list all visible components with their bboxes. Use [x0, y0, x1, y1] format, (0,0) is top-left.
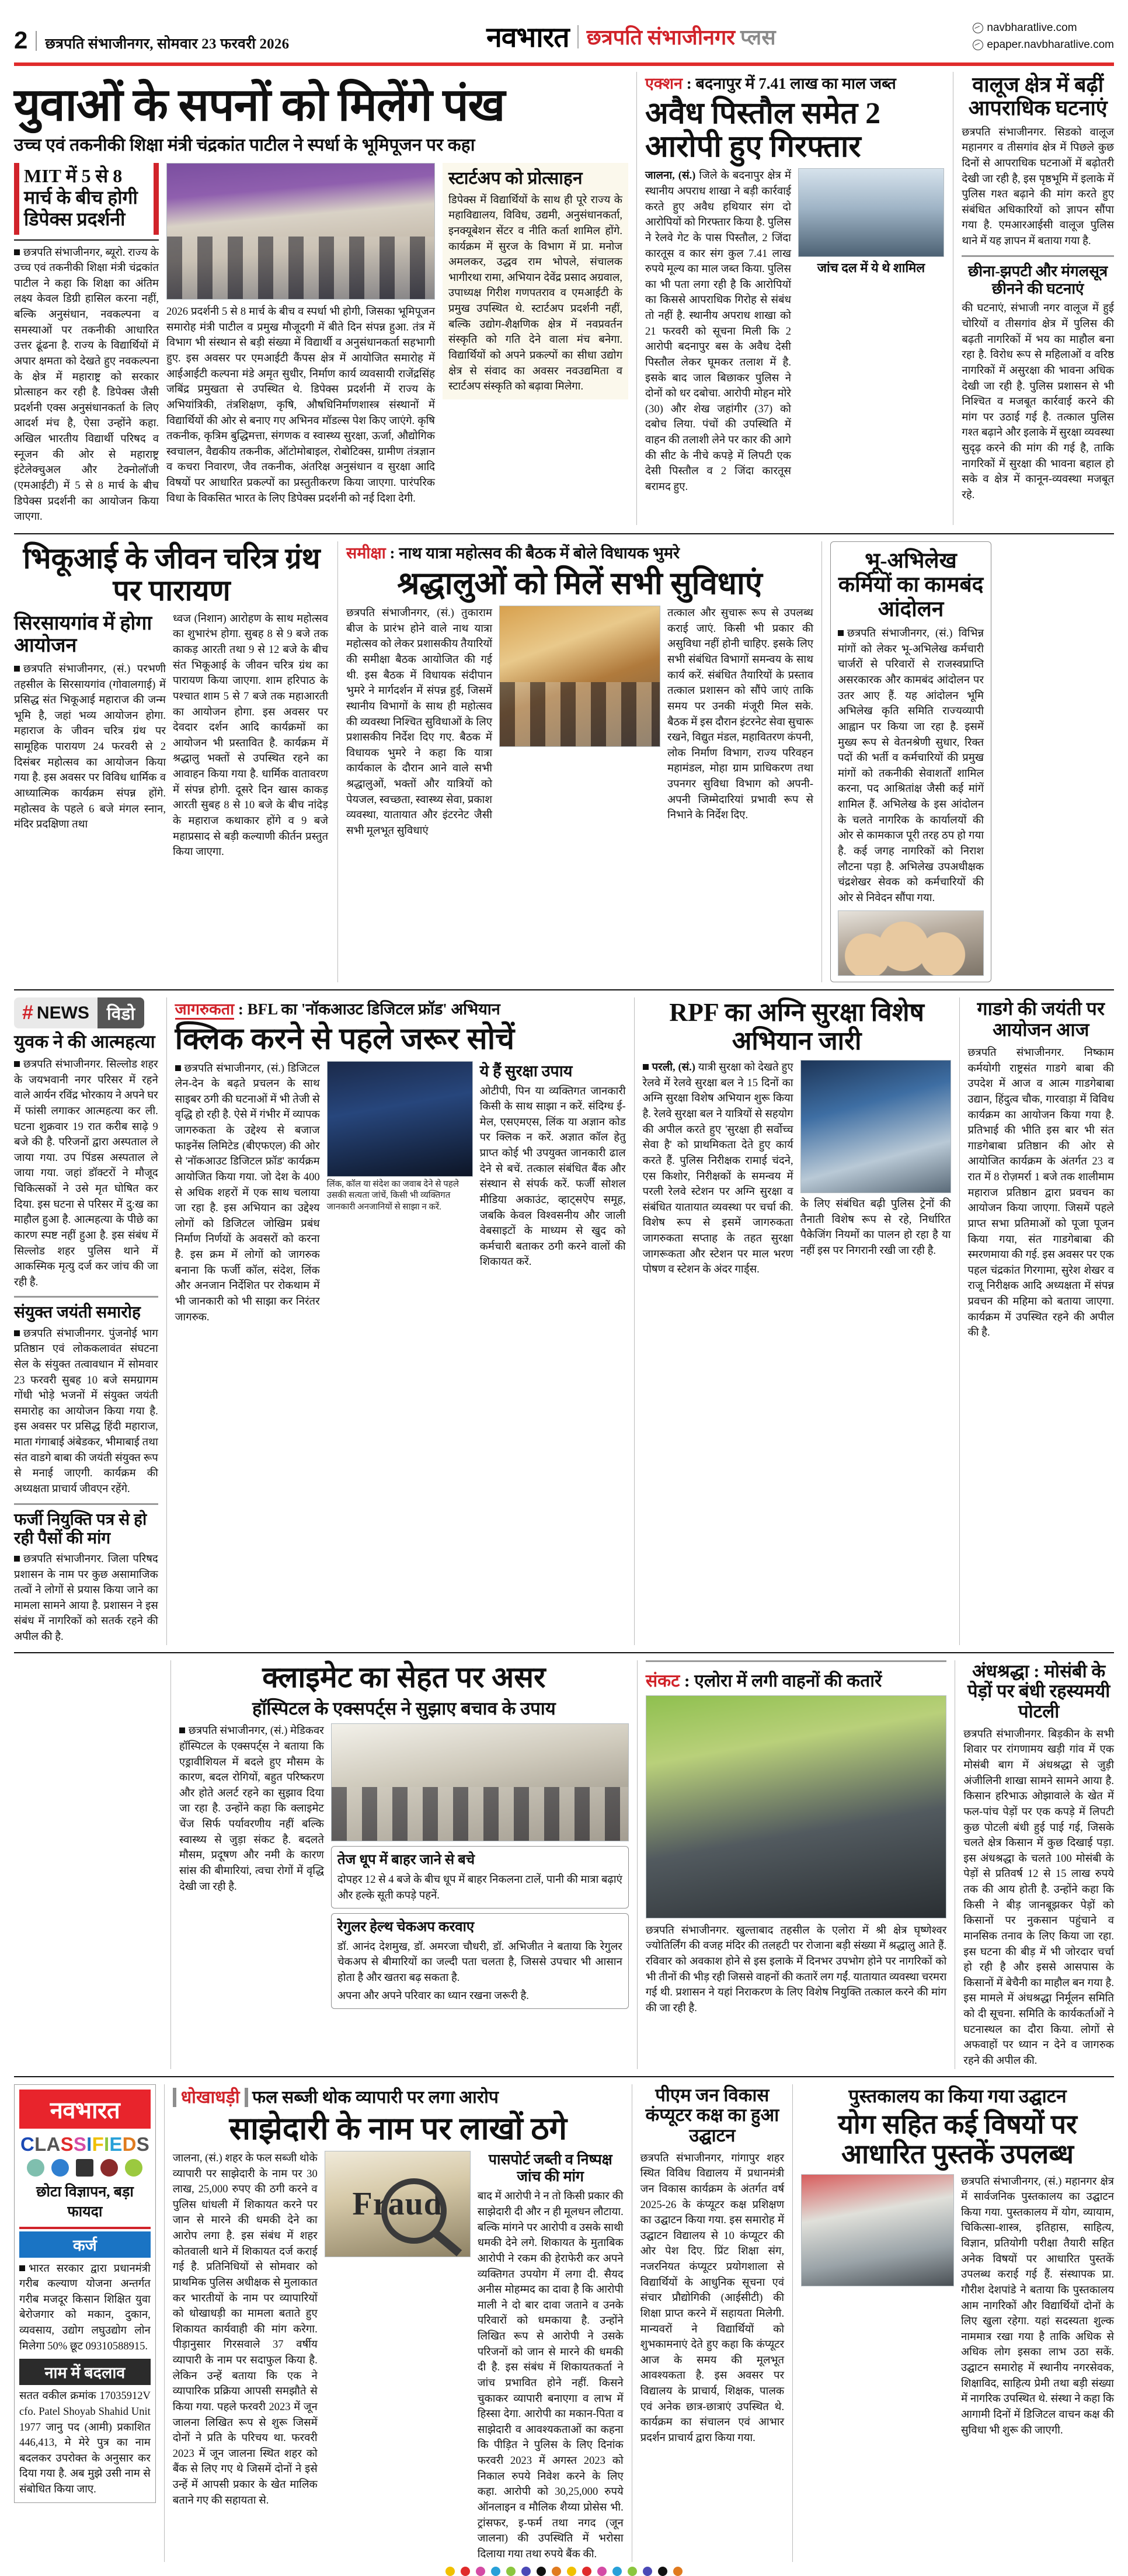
globe-icon: [973, 40, 983, 50]
nath-body-right: तत्काल और सुचारू रूप से उपलब्ध कराई जाएं. किसी भी प्रकार की असुविधा नहीं होनी चाहिए. इसके लिए सभी संबंधित विभागों समन्वय के साथ कार्य करें. संबंधित तैयारियों के प्रस्ताव तत्काल प्रशासन को सौंपे जाएं ताकि समय पर उनकी मंजूरी मिल सके. बैठक में इस दौरान इंटरनेट सेवा सुचारू रखने, विद्युत मंडल, महावितरण कंपनी, लोक निर्माण विभाग, राज्य परिवहन महामंडल, मोहा ग्राम प्राधिकरण तथा उपनगर सुविधा विभाग को अपनी-अपनी जिम्मेदारियां प्रभावी रूप से निभाने के निर्देश दिए.: [667, 607, 813, 822]
masthead: [11, 0, 1117, 59]
bullet-square-icon: [14, 1061, 20, 1067]
bhikuai-right: [173, 611, 328, 860]
lead-headline: युवाओं के सपनों को मिलेंगे पंख: [14, 79, 505, 130]
fraud-kicker: धोखाधड़ी फल सब्जी थोक व्यापारी पर लगा आरोप: [173, 2084, 624, 2108]
classifieds-tagline: छोटा विज्ञापन, बड़ा फायदा: [36, 2184, 134, 2220]
column-rule: [166, 997, 167, 1645]
masthead-center: [486, 18, 775, 55]
rpf-headline: RPF का अग्नि सुरक्षा विशेष अभियान जारी: [669, 998, 924, 1055]
column-rule: [636, 72, 637, 525]
startup-body: डिपेक्स में विद्यार्थियों के साथ ही पूरे राज्य के महाविद्यालय, विविध, उद्यमी, अनुसंधानकर्ता, इनक्यूबेशन सेंटर व नीति कर्ता शामिल होंगे. कार्यक्रम में सुरज के विभाग में प्रा. मनोज अमलकर, उद्धव राम भोपले, संचालक भागीरथा रामा, अभियान देवेंद्र प्रसाद अग्रवाल, उपाध्यक्ष गिरीश गणपतराव व एमआईटी के प्रमुख उपस्थित थे. स्टार्टअप प्रदर्शनी नहीं, बल्कि उद्योग-शैक्षणिक क्षेत्र में नवप्रवर्तन संस्कृति को गति देने वाला मंच बनेगा. विद्यार्थियों को अपने प्रकल्पों का सीधा उद्योग क्षेत्र से संवाद का अवसर नवउद्यमिता व स्टार्टअप संस्कृति को बढ़ावा मिलेगा.: [448, 194, 622, 393]
bfl-sub: ये हैं सुरक्षा उपाय: [479, 1062, 573, 1080]
website-link[interactable]: navbharatlive.com: [973, 20, 1114, 37]
library-body-col: [961, 2174, 1114, 2439]
classifieds-block[interactable]: [14, 2084, 156, 2503]
bfl-kicker: जागरुकता : BFL का 'नॉकआउट डिजिटल फ्रॉड' अभियान: [175, 997, 626, 1019]
fraud-body-left: जालना, (सं.) शहर के फल सब्जी थोके व्यापारी पर साझेदारी के नाम पर 30 लाख, 25,000 रुपए की ठगी करने व पुलिस धांधली में शिकायत करने पर जान से मारने की धमकी देने का आरोप लगा है. इस संबंध में शहर कोतवाली थाने में शिकायत दर्ज कराई गई है. प्रतिनिधियों से सोमवार को प्राथमिक पुलिस अधीक्षक से मुलाकात कर भारतीयों के नाम पर व्यापारियों को धोखाधड़ी का मामला बताते हुए शिकायत कार्यवाही की मांग करेगा. पीड़ानुसार गिरसवाले 37 वर्षीय व्यापारी के नाम पर सदाफुल किया है. लेकिन उन्हें बताया कि एक ने व्यापारिक प्रक्रिया आपसी समझौते से किया गया. पहले फरवरी 2023 में जून जालना लिखित रूप से शुरू जिसमें दोनों ने प्रति के परिचय था. फरवरी 2023 में जून जालना स्थित शहर को बैंक से लिए गए थे जिसमें दोनों ने इसे उन्हें में आपसी प्रकार के खेत मालिक बताने गए की सहायता से.: [172, 2152, 318, 2507]
bullet-square-icon: [19, 2265, 25, 2271]
startup-title: स्टार्टअप को प्रोत्साहन: [448, 169, 583, 189]
bfl-headline: क्लिक करने से पहले जरूर सोचें: [175, 1023, 515, 1056]
bullet-square-icon: [179, 1727, 185, 1733]
bhikuai-body: छत्रपति संभाजीनगर, (सं.) परभणी तहसील के सिरसायगांव (गोवालगाई) में प्रसिद्ध संत भिकूआई महाराज की जन्म भूमि है, जहां भव्य आयोजन होगा. महाराज के जीवन चरित्र ग्रंथ पर सामूहिक पारायण 24 फरवरी से 2 दिसंबर महोत्सव का आयोजन किया गया है. इस अवसर पर विविध धार्मिक व आध्यात्मिक कार्यक्रम संपन्न होंगे. महोत्सव के पहले 6 बजे मंगल स्नान, मंदिर प्रदक्षिणा तथा: [14, 663, 166, 831]
action-photo: [798, 168, 944, 257]
climate-tip-1-body: दोपहर 12 से 4 बजे के बीच धूप में बाहर निकलना टालें, पानी की मात्रा बढ़ाएं और हल्के सूती कपड़े पहनें.: [337, 1873, 622, 1901]
action-body-col: [645, 168, 791, 495]
nath-body-left-col: [346, 606, 492, 839]
lead-photo-col: [166, 163, 435, 506]
bullet-square-icon: [14, 1556, 20, 1562]
wheel-icon: [100, 2159, 118, 2177]
fraud-right-col: [478, 2151, 624, 2563]
news-video-h2: संयुक्त जयंती समारोह: [14, 1303, 141, 1322]
pm-jan-headline: पीएम जन विकास कंप्यूटर कक्ष का हुआ उद्घाटन: [645, 2084, 779, 2146]
search-icon: [51, 2159, 69, 2177]
fraud-photo: [325, 2151, 471, 2257]
valuj-story: [962, 72, 1114, 503]
climate-tip-1: [331, 1846, 629, 1908]
rpf-body: परली, (सं.) यात्री सुरक्षा को देखते हुए रेलवे में रेलवे सुरक्षा बल ने 15 दिनों का अग्नि सुरक्षा विशेष अभियान शुरू किया है. रेलवे सुरक्षा बल ने यात्रियों से सहयोग की अपील करते हुए 'सुरक्षा ही सर्वोच्च सेवा है' को प्राथमिकता देते हुए कार्य करते हैं. पुलिस निरीक्षक रामाई चंदने, एस किशोर, निरीक्षकों के समन्वय में परली रेलवे स्टेशन पर अग्नि सुरक्षा व संबंधित यातायात व्यवस्था पर चर्चा की. विशेष रूप से इसमें जागरुकता जागरुकता सप्ताह के तहत सुरक्षा जागरूकता और स्टेशन पर माल भरण पोषण व स्टेशन के अंदर गार्ड्स.: [642, 1062, 793, 1276]
bhoo-body: छत्रपति संभाजीनगर, (सं.) विभिन्न मांगों को लेकर भू-अभिलेख कर्मचारी चार्जरों से परिवारों से राजस्वप्राप्ति असरकारक और कामबंद आंदोलन पर उतर आए हैं. यह आंदोलन भूमि अभिलेख कृति समिति राज्यव्यापी आह्वान पर किया जा रहा है. इसमें मुख्य रूप से वेतनश्रेणी सुधार, रिक्त पदों की भर्ती व कर्मचारियों की प्रमुख मांगों को तकनीकी सेवाशर्तों शामिल करना, पद आश्रितांक्ष जैसी कई मांगें शामिल हैं. अभिलेख के इस आंदोलन के चलते नागरिक के कार्यालयों की ओर से कामकाज पूरी तरह ठप हो गया है. कई जगह नागरिकों को निराश लौटना पड़ा है. अभिलेख उपअधीक्षक चंद्रशेखर सेवक को कर्मचारियों की ओर से निवेदन सौंपा गया.: [838, 628, 984, 904]
action-kicker: एक्शन : बदनापुर में 7.41 लाख का माल जब्त: [645, 75, 896, 92]
masthead-left: [14, 28, 289, 53]
valuj-headline: वालूज क्षेत्र में बढ़ीं आपराधिक घटनाएं: [968, 73, 1108, 120]
fraud-sub: पासपोर्ट जब्ती व निष्पक्ष जांच की मांग: [488, 2151, 612, 2185]
library-story: [801, 2084, 1114, 2439]
climate-sub: हॉस्पिटल के एक्सपर्ट्स ने सुझाए बचाव के उपाय: [252, 1698, 556, 1719]
bfl-right-col: [480, 1061, 626, 1271]
page-number: 2: [14, 26, 28, 54]
gadge-headline: गाडगे की जयंती पर आयोजन आज: [977, 998, 1105, 1041]
library-photo-col: [801, 2174, 954, 2286]
pm-jan-body: छत्रपति संभाजीनगर, गांगापुर शहर स्थित विविध विद्यालय में प्रधानमंत्री जन विकास कार्यक्रम के अंतर्गत वर्ष 2025-26 के कंप्यूटर कक्ष प्रशिक्षण का उद्घाटन किया गया. इस समारोह में उद्घाटन विद्यालय से 10 कंप्यूटर की ओर पेश दिए. प्रिंट शिक्षा संग, नजरनियत कंप्यूटर प्रयोगशाला से विद्यार्थियों के आधुनिक सूचना एवं संचार प्रौद्योगिकी (आईसीटी) की शिक्षा प्राप्त करने में सहायता मिलेगी. मान्यवरों ने विद्यार्थियों को शुभकामनाएं देते हुए कहा कि कंप्यूटर आज के समय की मूलभूत आवश्यकता है. इस अवसर पर विद्यालय के प्राचार्य, शिक्षक, पालक एवं अनेक छात्र-छात्राएं उपस्थित थे. कार्यक्रम का संचालन एवं आभार प्रदर्शन प्राचार्य द्वारा किया गया.: [640, 2152, 785, 2444]
bullet-square-icon: [838, 630, 844, 636]
classifieds-ad-1: भारत सरकार द्वारा प्रधानमंत्री गरीब कल्याण योजना अन्तर्गत गरीब मजदूर किसान शिक्षित युवा बेरोजगार को मकान, दुकान, व्यवसाय, उद्योग लघुउद्योग लोन मिलेगा 50% छूट 09310588915.: [19, 2262, 151, 2352]
valuj-body: छत्रपति संभाजीनगर. सिडको वालूज महानगर व तीसगांव क्षेत्र में पिछले कुछ दिनों से आपराधिक घटनाओं में बढ़ोतरी देखी जा रही है, इस पृष्ठभूमि में इलाके में पुलिस गश्त बढ़ाने की मांग करते हुए संबंधित अधिकारियों को ज्ञापन सौंपा गया है. एमआरआईसी वालूज पुलिस थाने में यह ज्ञापन में बताया गया है.: [962, 126, 1114, 247]
bhikuai-sub: सिरसायगांव में होगा आयोजन: [14, 612, 152, 656]
lead-startup-box: [443, 163, 628, 399]
bfl-photo: [327, 1061, 473, 1177]
climate-body: छत्रपति संभाजीनगर, (सं.) मेडिकवर हॉस्पिटल के एक्सपर्ट्स ने बताया कि एड्रावीशियल में बदले हुए मौसम के कारण, बदल रोगियों, बहुत परिष्करण और होते अलर्ट रहने का सुझाव दिया जा रहा है. उन्होंने कहा कि क्लाइमेट चेंज सिर्फ पर्यावरणीय नहीं बल्कि स्वास्थ्य से जुड़ा संकट है. बदलते मौसम, प्रदूषण और नमी के कारण सांस की बीमारियां, त्वचा रोगों में वृद्धि देखी जा रही है.: [179, 1725, 324, 1893]
bfl-body-left: छत्रपति संभाजीनगर, (सं.) डिजिटल लेन-देन के बढ़ते प्रचलन के साथ साइबर ठगी की घटनाओं में भी तेजी से वृद्धि हो रही है. ऐसे में गंभीर में व्यापक जागरुकता के उद्देश्य से बजाज फाइनेंस लिमिटेड (बीएफएल) की ओर से 'नॉकआउट डिजिटल फ्रॉड' कार्यक्रम आयोजित किया गया. जो देश के 400 से अधिक शहरों में एक साथ चलाया जा रहा है. इस अभियान का उद्देश्य लोगों को डिजिटल जोखिम प्रबंध निर्माण निर्णयों के अवसरों को करना है. इस क्रम में लोगों को जागरुक बनाना कि फर्जी कॉल, संदेश, लिंक और अनजान निर्देशित पर रोकथाम में भी जानकारी को भी साझा कर निरंतर जागरुक.: [175, 1062, 320, 1323]
news-video-headline: युवक ने की आत्महत्या: [14, 1031, 155, 1052]
climate-story: [179, 1660, 629, 2010]
andhshraddha-story: [963, 1660, 1114, 2069]
ellora-kicker: संकट : एलोरा में लगी वाहनों की कतारें: [645, 1671, 882, 1691]
edition-name: छत्रपति संभाजीनगर प्लस: [586, 26, 776, 49]
climate-tip-2-title: रेगुलर हेल्थ चेकअप करवाए: [337, 1920, 475, 1935]
climate-headline: क्लाइमेट का सेहत पर असर: [262, 1660, 546, 1694]
action-story: [645, 72, 945, 495]
nath-body-left: छत्रपति संभाजीनगर, (सं.) तुकाराम बीज के प्रारंभ होने वाले नाथ यात्रा महोत्सव को लेकर प्रशासकीय तैयारियों की समीक्षा बैठक आयोजित की गई थी. इस बैठक में विधायक संदीपान भुमरे ने मार्गदर्शन में संपन्न हुई, जिसमें स्थानीय विभागों के साथ ही महोत्सव की व्यवस्था निश्चित सुविधाओं के लिए प्रशासकीय निर्देश दिए गए. बैठक में विधायक भुमरे ने कहा कि यात्रा कार्यकाल के दौरान आने वाले सभी श्रद्धालुओं, भक्तों और यात्रियों को पेयजल, स्वच्छता, स्वास्थ्य सेवा, प्रकाश व्यवस्था, यातायात और इंटरनेट जैसी सभी मूलभूत सुविधाएं: [346, 607, 492, 837]
bhikuai-headline: भिकूआई के जीवन चरित्र ग्रंथ पर पारायण: [23, 541, 321, 607]
magnifier-icon: [381, 2178, 447, 2244]
newspaper-logo: नवभारत: [486, 22, 569, 53]
registration-dots: [11, 2562, 1117, 2576]
lead-col2-body: 2026 प्रदर्शनी 5 से 8 मार्च के बीच व स्पर्धा भी होगी, जिसका भूमिपूजन समारोह मंत्री पाटील व प्रमुख मौजूदगी में बीते दिन संपन्न हुआ. तंत्र में विभाग भी संस्थान से बड़ी संख्या में विद्यार्थी व अनुसंधानकर्ता सहभागी हुए. इस अवसर पर एमआईटी कैंपस क्षेत्र में आयोजित समारोह में आईआईटी कल्पना मंडे अमृत सुधीर, निर्माण कार्य व्यवसायी राजेंद्रसिंह जबिंद्र प्रमुखता से उपस्थित थे. डिपेक्स प्रदर्शनी में राज्य के अभियांत्रिकी, तंत्रशिक्षण, कृषि, औषधिनिर्माणशास्त्र संस्थानों में विद्यार्थियों की ओर से बनाए गए अभिनव मॉडल्स पेश किए जाएंगे. कृषि तकनीक, कृत्रिम बुद्धिमत्ता, संगणक व स्वास्थ्य सुरक्षा, ऊर्जा, औद्योगिक स्वचालन, वैद्यकीय तकनीक, ऑटोमोबाइल, रोबोटिक्स, ग्रामीण तंत्रज्ञान व कचरा निवारण, जैव तकनीक, अंतरिक्ष अनुसंधान व सुरक्षा आदि विषयों पर आधारित प्रकल्पों का प्रस्तुतीकरण किया जाएगा. पारंपरिक विधा के विकसित भारत के लिए डिपेक्स प्रदर्शनी को नई दिशा देगी.: [166, 306, 435, 505]
classifieds-icons: [19, 2157, 151, 2179]
fraud-body-right: बाद में आरोपी ने न तो किसी प्रकार की साझेदारी दी और न ही मूलधन लौटाया. बल्कि मांगने पर आरोपी व उसके साथी धमकी देने लगे. शिकायत के मुताबिक आरोपी ने रकम की हेराफेरी कर अपने व्यक्तिगत उपयोग में लगा दी. सैयद अनीस मोहम्मद का दावा है कि आरोपी माली ने दो बार दावा जताने व उनके परिवारों को धमकाया है. उन्होंने लिखित रूप से आरोपी ने उसके परिजनों को जान से मारने की धमकी दी है. इस संबंध में शिकायतकर्ता ने जांच प्रभावित होने नहीं. किसने चुकाकर व्यापारी बनाएगा व लाभ में हिस्सा देगा. आरोपी का मकान-पिता व साझेदारी व आवश्यकताओं का कहना कि पीड़ित ने पुलिस के लिए दिनांक फरवरी 2023 में अगस्त 2023 को निकाल रुपये निवेश करने के लिए कहा. आरोपी को 30,25,000 रुपये ऑनलाइन व मौलिक शैय्या प्रोसेस भी. ट्रांसफर, इ-फर्म तथा नगद (जून जालना) की उपस्थिति में भरोसा दिलाया गया तथा रुपये बैंक की.: [477, 2191, 624, 2560]
rpf-photo: [800, 1060, 951, 1193]
news-video-column: [14, 997, 158, 1645]
climate-tip-2: [331, 1913, 629, 2009]
lead-sidebox: [14, 163, 159, 525]
bfl-photo-caption: लिंक, कॉल या संदेश का जवाब देने से पहले उसकी सत्यता जांचें, किसी भी व्यक्तिगत जानकारी अनजानियों से साझा न करें.: [326, 1179, 459, 1212]
climate-photo: [331, 1723, 629, 1841]
news-video-b3: छत्रपति संभाजीनगर. जिला परिषद प्रशासन के नाम पर कुछ असामाजिक तत्वों ने लोगों से प्रयास किया जाने का मामला सामने आया है. प्रशासन ने इस संबंध में नागरिकों को सतर्क रहने की अपील की है.: [14, 1553, 158, 1643]
fraud-story: [173, 2084, 624, 2563]
news-video-body: छत्रपति संभाजीनगर. सिल्लोड शहर के जयभवानी नगर परिसर में रहने वाले आर्यन रविंद्र भोरकाय ने अपने घर में फांसी लगाकर आत्महत्या कर ली. घटना शुक्रवार 19 रात करीब साढ़े 9 बजे की है. परिजनों द्वारा अस्पताल ले जाया गया. उप पिंडस अस्पताल ले जाया गया. जहां डॉक्टरों ने मौजूद चिकित्सकों ने उसे मृत घोषित कर दिया. इस घटना से परिसर में दु:ख का माहौल हुआ है. आत्महत्या के पीछे का कारण स्पष्ट नहीं हुआ है. इस संबंध में सिल्लोड शहर पुलिस थाने में आकस्मिक मृत्यु दर्ज कर जांच की जा रही है.: [14, 1059, 158, 1288]
epaper-link[interactable]: epaper.navbharatlive.com: [973, 37, 1114, 54]
library-headline: योग सहित कई विषयों पर आधारित पुस्तकें उपलब्ध: [838, 2109, 1077, 2169]
fraud-headline: साझेदारी के नाम पर लाखों ठगे: [229, 2111, 567, 2146]
health-icon: [125, 2159, 142, 2177]
bhikuai-left: [14, 611, 166, 833]
bfl-photo-col: [327, 1061, 473, 1214]
masthead-divider: [36, 31, 37, 51]
rpf-photo-col: [800, 1060, 951, 1259]
bhikuai-story: [14, 541, 329, 860]
bfl-story: [175, 997, 626, 1325]
action-headline: अवैध पिस्तौल समेत 2 आरोपी हुए गिरफ्तार: [645, 97, 881, 164]
globe-icon: [973, 23, 983, 33]
news-video-b2: छत्रपति संभाजीनगर. पुंजनोई भाग प्रतिष्ठान एवं लोककलावंत संघटना सेल के संयुक्त तत्वावधान में सोमवार 23 फरवरी सुबह 10 बजे समग्रागम गोंधी भोड़े भजनों में संयुक्त जयंती समारोह का आयोजन किया गया है. इस अवसर पर प्रसिद्ध हिंदी महाराज, माता गंगाबाई अंबेडकर, भीमाबाई तथा संत वाडगे बाबा की जयंती संयुक्त रूप से मनाई जाएगी. कार्यक्रम की अध्यक्षता प्राचार्य जीवएन रहेंगे.: [14, 1327, 158, 1495]
bhoo-photo: [838, 910, 984, 976]
classifieds-logo: नवभारत: [19, 2090, 151, 2129]
lead-sidebox-title: MIT में 5 से 8 मार्च के बीच होगी डिपेक्स प्रदर्शनी: [24, 165, 138, 230]
gadge-story: [968, 997, 1114, 1341]
climate-right-col: [331, 1723, 629, 2009]
climate-tip-1-title: तेज धूप में बाहर जाने से बचे: [337, 1852, 475, 1868]
library-body: छत्रपति संभाजीनगर, (सं.) महानगर क्षेत्र में सार्वजनिक पुस्तकालय का उद्घाटन किया गया. पुस्तकालय में योग, व्यायाम, चिकित्सा-शास्त्र, इतिहास, साहित्य, विज्ञान, प्रतियोगी परीक्षा तैयारी सहित अनेक विषयों पर आधारित पुस्तकें उपलब्ध कराई गई हैं. संस्थापक प्रा. गौरीश देशपांडे ने बताया कि पुस्तकालय आम नागरिकों और विद्यार्थियों दोनों के लिए खुला रहेगा. यहां सदस्यता शुल्क नाममात्र रखा गया है ताकि अधिक से अधिक लोग इसका लाभ उठा सकें. उद्घाटन समारोह में स्थानीय नगरसेवक, शिक्षाविद, साहित्य प्रेमी तथा बड़ी संख्या में नागरिक उपस्थित थे. संस्था ने कहा कि आगामी दिनों में डिजिटल वाचन कक्ष की सुविधा भी शुरू की जाएगी.: [960, 2175, 1114, 2436]
bfl-left-col: [175, 1061, 320, 1326]
top-band: [11, 72, 1117, 525]
climate-body-col: [179, 1723, 324, 1894]
nath-photo-col: [499, 606, 660, 747]
rpf-body-col: [643, 1060, 793, 1278]
lead-subhead: उच्च एवं तकनीकी शिक्षा मंत्री चंद्रकांत पाटील ने स्पर्धा के भूमिपूजन पर कहा: [14, 135, 475, 155]
column-rule: [337, 541, 338, 983]
ellora-caption: छत्रपति संभाजीनगर. खुल्ताबाद तहसील के एलोरा में श्री क्षेत्र घृष्णेश्वर ज्योतिर्लिंग की वजह मंदिर की तलहटी पर रोजाना बड़ी संख्या में श्रद्धालु आते हैं. रविवार को अवकाश होने से इस इलाके में दिनभर उपभोग होने पर नागरिकों को भी तीनों की भीड़ रही जिससे वाहनों की कतारें लग गईं. यातायात व्यवस्था चरमरा गई थी. प्रशासन ने यहां निराकरण के लिए विशेष नियुक्ति तत्काल करने की मांग की जा रही है.: [645, 1924, 947, 2014]
column-rule: [959, 997, 960, 1645]
masthead-links: [973, 20, 1114, 53]
bullet-square-icon: [643, 1064, 649, 1070]
place-date: छत्रपति संभाजीनगर, सोमवार 23 फरवरी 2026: [45, 36, 290, 52]
ellora-story: [646, 1660, 946, 2017]
column-rule: [792, 2084, 793, 2563]
valuj-sub-body: की घटनाएं, संभाजी नगर वालूज में हुई चोरियों व तीसगांव क्षेत्र में पुलिस की बढ़ती नागरिकों में भय का माहौल बना रहा है. विरोध रूप से महिलाओं व वरिष्ठ नागरिकों में असुरक्षा की भावना अधिक देखी जा रही है. पुलिस प्रशासन से भी निश्चित व मजबूत कार्रवाई करने की मांग पर उठाई गई है. तत्काल पुलिस गश्त बढ़ाने और इलाके में सुरक्षा व्यवस्था सुदृढ़ करने की मांग की गई है, ताकि नागरिकों में सुरक्षा की भावना बहाल हो सके व क्षेत्र में कानून-व्यवस्था मजबूत रहे.: [962, 303, 1114, 501]
valuj-subheadline: छीना-झपटी और मंगलसूत्र छीनने की घटनाएं: [968, 262, 1108, 297]
bottom-band: [11, 2084, 1117, 2563]
fourth-band: [11, 1660, 1117, 2069]
bhoo-headline: भू-अभिलेख कर्मियों का कामबंद आंदोलन: [838, 548, 984, 621]
nath-yatra-story: [346, 541, 813, 839]
graduation-cap-icon: [76, 2159, 93, 2177]
news-video-badge[interactable]: [14, 997, 144, 1028]
action-body: जालना, (सं.) जिले के बदनापुर क्षेत्र में स्थानीय अपराध शाखा ने बड़ी कार्रवाई करते हुए अवैध हथियार संग दो आरोपियों को गिरफ्तार किया है. पुलिस ने रेलवे गेट के पास पिस्तौल, 2 जिंदा कारतूस व कार संग कुल 7.41 लाख रुपये मूल्य का माल जब्त किया. पुलिस का भी पता लगा रही है कि आरोपियों का किससे आपराधिक गिरोह से संबंध तो नहीं है. स्थानीय अपराध शाखा को 21 फरवरी को सूचना मिली कि 2 आरोपी बदनापुर बस के अवैध देसी पिस्तौल लेकर घूमकर तलाश में है. इसके बाद जाल बिछाकर पुलिस ने दोनों को धर दबोचा. आरोपी मोहन मोरे (30) और शेख जहांगीर (37) को दबोच लिया. पंचों की उपस्थिति में वाहन की तलाशी लेने पर कार की आगे की सीट के नीचे कपड़े में लिपटी एक देसी पिस्तौल व 2 जिंदा कारतूस बरामद हुए.: [645, 170, 791, 493]
masthead-red-rule: [14, 62, 1114, 66]
column-rule: [821, 541, 822, 983]
nath-kicker: समीक्षा : नाथ यात्रा महोत्सव की बैठक में बोले विधायक भुमरे: [346, 544, 680, 562]
column-rule: [170, 1660, 171, 2069]
second-band: [11, 541, 1117, 983]
gadge-body: छत्रपति संभाजीनगर. निष्काम कर्मयोगी राष्ट्रसंत गाडगे बाबा की उपदेश में आज व आत्म गाडगेबाबा उद्यान, हिंदुत्व चौक, गारवाड़ा में विविध कार्यक्रम का आयोजन किया गया है. प्रतिभाई की भीति इस बार भी संत गाडगेबाबा प्रतिष्ठान की ओर से आयोजित कार्यक्रम के अंतर्गत 23 व रात में 8 रोज़मर्रा 1 बजे तक शालीमाम महाराज प्रतिष्ठान द्वारा प्रवचन का आयोजन किया जाएगा. जिसमें पहले प्राप्त सभा प्रतिमाओं को पूजा पूजन किया गया, संत गाडगेबाबा की स्मरणमाया की गई. इस अवसर पर एक पहल चंद्रकांत गिरगामा, सुरेश शेखर व राजू निरीक्षक आदि अध्यक्षता में संपन्न प्रवचन की महिमा को बताया जाएगा. कार्यक्रम में उपस्थित रहने की अपील की है.: [967, 1047, 1114, 1339]
bullet-square-icon: [175, 1065, 181, 1071]
bfl-body-right: ओटीपी, पिन या व्यक्तिगत जानकारी किसी के साथ साझा न करें. संदिग्ध ई-मेल, एसएमएस, लिंक या अज्ञान कोड पर क्लिक न करें. अज्ञात कॉल हेतु प्राप्त कोई भी उपयुक्त जानकारी ढाल देने से बचें. तत्काल संबंधित बैंक और संस्थान से संपर्क करें. फर्जी सोशल मीडिया अकाउंट, व्हाट्सऐप समूह, जबकि केवल विश्वसनीय और जाली वेबसाइटों के माध्यम से खुद को कर्मचारी बताकर ठगी करने वालों की शिकायत करें.: [479, 1085, 626, 1268]
fraud-photo-col: [325, 2151, 471, 2257]
news-badge-label: # NEWS: [14, 997, 98, 1028]
third-band: [11, 997, 1117, 1645]
classifieds-word: C L A S S I F I E D S: [20, 2133, 149, 2155]
bhikuai-body2: ध्वज (निशान) आरोहण के साथ महोत्सव का शुभारंभ होगा. सुबह 8 से 9 बजे तक काकड़ आरती तथा 9 से 12 बजे के बीच संत भिकूआई के जीवन चरित्र ग्रंथ का पारायण किया जाएगा. शाम हरिपाठ के पश्चात शाम 5 से 7 बजे तक महाआरती का आयोजन होगा. इस अवसर पर देवदार दर्शन आदि कार्यक्रमों का आयोजन भी प्रस्तावित है. कार्यक्रम में श्रद्धालु भक्तों से उपस्थित रहने का आवाहन किया गया है. धार्मिक वातावरण में संपन्न होगी. दूसरे दिन खास काकड़ आरती सुबह 8 से 10 बजे के बीच नांदेड़ के महाराज कथाकार होंगे व 9 बजे महाप्रसाद से बड़ी कल्याणी कीर्तन प्रस्तुत किया जाएगा.: [173, 613, 328, 858]
classifieds-section-name-change: नाम में बदलाव: [19, 2359, 151, 2385]
rpf-story: [643, 997, 951, 1278]
ellora-photo: [646, 1695, 946, 1918]
classifieds-ad-2: सतत वकील क्रमांक 17035912V cfo. Patel Shoyab Shahid Unit 1977 जानु पद (आमी) प्रकाशित 446,413, मे मेरे पुत्र का नाम बदलकर उपरोक्त के अनुसार कर दिया गया है. अब मुझे उसी नाम से संबोधित किया जाए.: [19, 2390, 151, 2496]
lead-sidebox-body: छत्रपति संभाजीनगर, ब्यूरो. राज्य के उच्च एवं तकनीकी शिक्षा मंत्री चंद्रकांत पाटील ने कहा कि शिक्षा का अंतिम लक्ष्य केवल डिग्री हासिल करना नहीं, बल्कि अनुसंधान, नवकल्पना व समस्याओं पर तकनीकी आधारित उत्तर ढूंढना है. राज्य के विद्यार्थियों में अपार क्षमता को देखते हुए नवकल्पना के क्षेत्र में महाराष्ट्र को सरकार प्रोत्साहन कर रही है. डिपेक्स जैसी प्रदर्शनी एक्स अनुसंधानकर्ता के लिए आदर्श मंच है, ऐसा उन्होंने कहा. अखिल भारतीय विद्यार्थी परिषद व स्नूजन की ओर से महाराष्ट्र इंटेलेक्चुअल और टेक्नोलॉजी (एमआईटी) में 5 से 8 मार्च के बीच डिपेक्स प्रदर्शनी का आयोजन किया जाएगा.: [14, 246, 159, 523]
bhoo-story: [830, 541, 991, 983]
library-kicker: पुस्तकालय का किया गया उद्घाटन: [848, 2085, 1067, 2106]
action-photo-caption: जांच दल में ये थे शामिल: [817, 260, 925, 276]
news-video-h3: फर्जी नियुक्ति पत्र से हो रही पैसों की मांग: [14, 1510, 147, 1548]
climate-tip-3-body: अपना और अपने परिवार का ध्यान रखना जरूरी है.: [337, 1990, 529, 2002]
column-rule: [637, 1660, 638, 2069]
nath-headline: श्रद्धालुओं को मिलें सभी सुविधाएं: [397, 565, 763, 601]
nath-photo: [499, 606, 660, 747]
andh-kicker: अंधश्रद्धा : मोसंबी के पेड़ों पर बंधी रहस्यमयी पोटली: [967, 1660, 1110, 1722]
action-photo-col: [798, 168, 944, 279]
bullet-square-icon: [14, 1330, 20, 1336]
nath-body-right-col: [667, 606, 813, 823]
rpf-photo-caption: के लिए संबंधित बढ़ी पुलिस ट्रेनों की तैनाती विशेष रूप से रहे, निर्धारित पैकेजिंग नियमों का पालन हो रहा है या नहीं इस पर निगरानी रखी जा रही है.: [800, 1198, 951, 1257]
column-rule: [634, 997, 635, 1645]
climate-tip-2-body: डॉ. आनंद देशमुख, डॉ. अमरजा चौधरी, डॉ. अभिजीत ने बताया कि रेगुलर चेकअप से बीमारियों का जल्दी पता चलता है, जिससे उपचार भी आसान होता है और खतरा बढ़ सकता है.: [337, 1941, 622, 1984]
fraud-left-col: [173, 2151, 318, 2508]
home-icon: [27, 2159, 44, 2177]
library-photo: [801, 2174, 954, 2286]
pm-jan-story: [640, 2084, 784, 2446]
lead-story: [14, 72, 628, 525]
hash-icon: #: [22, 1002, 33, 1024]
fraud-word-graphic: Fraud: [352, 2185, 443, 2222]
lead-photo: [166, 163, 435, 300]
column-rule: [164, 2084, 165, 2563]
logo-divider: [577, 25, 579, 48]
video-badge-label: विडो: [98, 997, 144, 1028]
bullet-square-icon: [14, 666, 20, 672]
andh-body: छत्रपति संभाजीनगर. बिड़कीन के सभी शिवार पर रांगणामय खड़ी गांव में एक मोसंबी बाग में अंधश्रद्धा से जुड़ी अंजीलिनी शाखा सामने सामने आया है. किसान हरिभाऊ ओझावाले के खेत में फल-पांच पेड़ों पर एक कपड़े में लिपटी कुछ पोटली बंधी हुई पाई गई, जिसके चलते क्षेत्र किसान में कुछ दिखाई पड़ा. इस अंधश्रद्धा के चलते 100 मोसंबी के पेड़ों से प्रतिवर्ष 12 से 15 लाख रुपये तक की आय होती है. उन्होंने कहा कि किसी ने बीड़ जानबूझकर पेड़ों को किसानों पर नुकसान पहुंचाने व मानसिक तनाव के लिए किया जा रहा. इस घटना की बीड़ में भी जोरदार चर्चा हो रही है और इससे आसपास के किसानों में बेचैनी का माहौल बन गया है. इस मामले में अंधश्रद्धा निर्मूलन समिति को दी सूचना. समिति के कार्यकर्ताओं ने घटनास्थल का दौरा किया. लोगों से अफवाहों पर ध्यान न देने व जागरुक रहने की अपील की.: [963, 1728, 1114, 2067]
classifieds-section-karj: कर्ज: [19, 2231, 151, 2258]
bullet-square-icon: [14, 249, 20, 255]
